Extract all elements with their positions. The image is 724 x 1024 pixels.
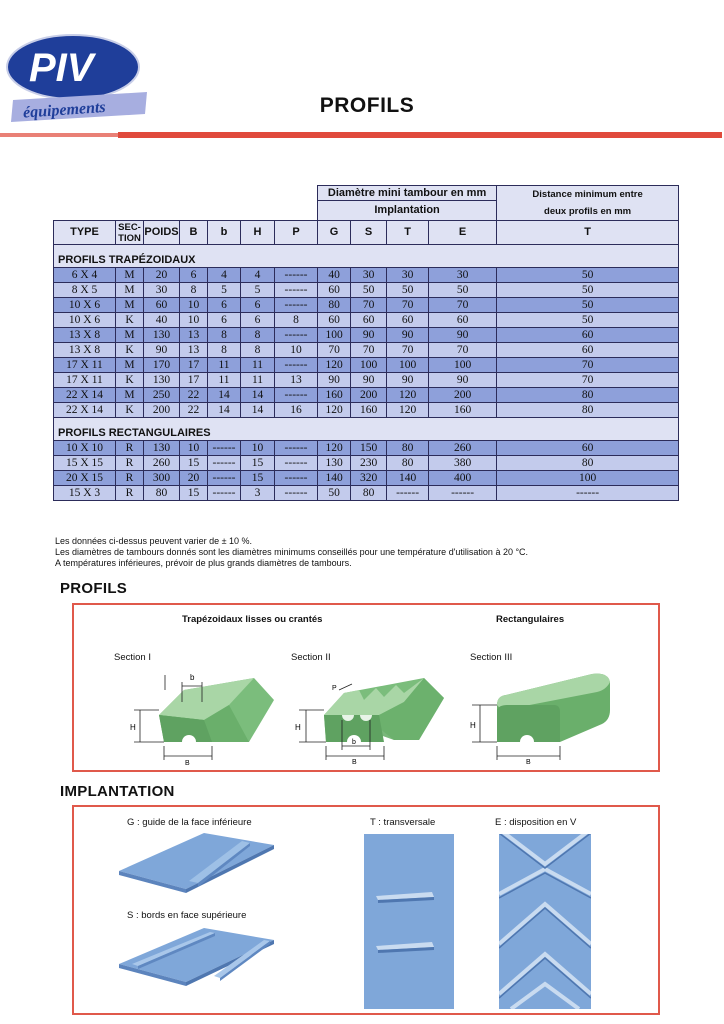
table-cell: 90 [351, 328, 387, 343]
header-rule [118, 132, 722, 138]
table-cell: 17 [180, 373, 208, 388]
table-cell: 90 [351, 373, 387, 388]
table-row [54, 313, 679, 328]
table-cell: K [116, 313, 144, 328]
table-cell: 60 [318, 313, 351, 328]
dim-h-3: H [470, 721, 476, 730]
section-title: PROFILS TRAPÉZOIDAUX [54, 245, 679, 268]
table-cell: 20 [144, 268, 180, 283]
table-cell: 3 [241, 486, 275, 501]
table-cell: 130 [318, 456, 351, 471]
table-cell: 15 [241, 456, 275, 471]
section-3-diagram [442, 660, 622, 765]
table-cell: 100 [497, 471, 679, 486]
table-cell: 60 [144, 298, 180, 313]
table-cell: ------ [275, 358, 318, 373]
table-cell: 140 [387, 471, 429, 486]
table-cell: M [116, 283, 144, 298]
table-cell: 300 [144, 471, 180, 486]
table-cell: 10 [180, 298, 208, 313]
table-cell: 70 [497, 358, 679, 373]
table-cell: 70 [318, 343, 351, 358]
table-cell: 90 [387, 328, 429, 343]
table-row [54, 471, 679, 486]
table-cell: ------ [275, 441, 318, 456]
note-3: A températures inférieures, prévoir de plus grands diamètres de tambours. [55, 558, 352, 568]
table-cell: 22 [180, 388, 208, 403]
table-cell: 250 [144, 388, 180, 403]
table-cell: ------ [275, 298, 318, 313]
table-cell: 11 [208, 358, 241, 373]
table-row [54, 403, 679, 418]
t-label: T : transversale [370, 817, 436, 828]
note-1: Les données ci-dessus peuvent varier de ± 10 %. [55, 536, 253, 546]
table-cell: 90 [429, 373, 497, 388]
table-cell: ------ [275, 486, 318, 501]
profils-heading: PROFILS [60, 580, 128, 597]
page-title: PROFILS [319, 94, 415, 117]
table-row [54, 298, 679, 313]
table-cell: 6 [241, 298, 275, 313]
table-cell: 13 [180, 343, 208, 358]
table-cell: 10 X 10 [54, 441, 116, 456]
table-cell: 8 [275, 313, 318, 328]
table-cell: K [116, 343, 144, 358]
table-cell: 60 [318, 283, 351, 298]
profiles-table [53, 185, 679, 501]
table-cell: 140 [318, 471, 351, 486]
table-cell: ------ [208, 486, 241, 501]
table-cell: 5 [241, 283, 275, 298]
table-cell: 50 [318, 486, 351, 501]
table-cell: 200 [429, 388, 497, 403]
table-cell: 13 X 8 [54, 343, 116, 358]
col-header-1: SEC- TION [116, 221, 144, 245]
col-header-7: G [318, 221, 351, 245]
profils-box [72, 603, 660, 772]
dim-b-2: b [352, 739, 356, 746]
section-1-label: Section I [114, 652, 151, 663]
table-cell: R [116, 456, 144, 471]
note-2: Les diamètres de tambours donnés sont les diamètres minimums conseillés pour une température d'utilisation à 20 °C. [55, 547, 529, 557]
table-cell: 15 [180, 456, 208, 471]
e-label: E : disposition en V [495, 817, 577, 828]
table-cell: 22 X 14 [54, 388, 116, 403]
table-cell: 8 [208, 343, 241, 358]
table-cell: 30 [387, 268, 429, 283]
table-cell: 50 [497, 298, 679, 313]
header-diametre: Diamètre mini tambour en mm [318, 186, 497, 201]
table-cell: 80 [144, 486, 180, 501]
table-row [54, 283, 679, 298]
table-cell: 170 [144, 358, 180, 373]
table-row [54, 441, 679, 456]
table-cell: 50 [387, 283, 429, 298]
table-row [54, 456, 679, 471]
table-cell: 80 [497, 403, 679, 418]
table-cell: 40 [318, 268, 351, 283]
table-cell: 80 [318, 298, 351, 313]
dim-h-1: H [130, 723, 136, 732]
table-cell: 260 [144, 456, 180, 471]
section-title: PROFILS RECTANGULAIRES [54, 418, 679, 441]
table-cell: 13 [180, 328, 208, 343]
table-cell: 100 [318, 328, 351, 343]
section-2-label: Section II [291, 652, 331, 663]
table-row [54, 373, 679, 388]
table-row [54, 486, 679, 501]
table-cell: M [116, 388, 144, 403]
table-cell: 90 [429, 328, 497, 343]
table-cell: 17 X 11 [54, 358, 116, 373]
table-cell: ------ [208, 471, 241, 486]
table-cell: K [116, 403, 144, 418]
table-cell: 50 [429, 283, 497, 298]
table-cell: 120 [318, 403, 351, 418]
table-cell: 10 X 6 [54, 313, 116, 328]
table-cell: 20 X 15 [54, 471, 116, 486]
table-cell: ------ [275, 283, 318, 298]
t-belt-diagram [364, 834, 454, 1009]
col-header-3: B [180, 221, 208, 245]
col-header-5: H [241, 221, 275, 245]
table-cell: 70 [351, 298, 387, 313]
dim-bb-3: B [526, 759, 531, 765]
table-cell: 60 [497, 328, 679, 343]
table-cell: ------ [208, 441, 241, 456]
table-row [54, 328, 679, 343]
table-cell: 14 [241, 403, 275, 418]
dim-bb-1: B [185, 760, 190, 765]
table-row [54, 388, 679, 403]
table-cell: 16 [275, 403, 318, 418]
table-cell: ------ [275, 328, 318, 343]
table-cell: 80 [387, 456, 429, 471]
col-header-4: b [208, 221, 241, 245]
table-cell: 100 [387, 358, 429, 373]
implantation-box [72, 805, 660, 1015]
col-header-2: POIDS [144, 221, 180, 245]
table-cell: 5 [208, 283, 241, 298]
table-cell: 6 [241, 313, 275, 328]
table-cell: 80 [351, 486, 387, 501]
table-cell: 8 [180, 283, 208, 298]
table-cell: 8 [241, 328, 275, 343]
table-cell: 22 X 14 [54, 403, 116, 418]
s-belt-diagram [114, 924, 274, 986]
dim-bb-2: B [352, 759, 357, 765]
table-cell: 260 [429, 441, 497, 456]
table-cell: 90 [318, 373, 351, 388]
table-cell: 50 [497, 283, 679, 298]
table-cell: 15 [180, 486, 208, 501]
table-cell: 11 [241, 373, 275, 388]
table-cell: ------ [429, 486, 497, 501]
table-cell: 10 [180, 441, 208, 456]
section-2-diagram [284, 660, 444, 765]
table-cell: 10 X 6 [54, 298, 116, 313]
table-cell: 11 [241, 358, 275, 373]
table-cell: 13 X 8 [54, 328, 116, 343]
table-cell: 100 [429, 358, 497, 373]
dim-p-2: P [332, 685, 337, 692]
dim-h-2: H [295, 723, 301, 732]
section-1-diagram [104, 660, 274, 765]
table-cell: 10 [241, 441, 275, 456]
table-cell: M [116, 298, 144, 313]
table-cell: 70 [429, 343, 497, 358]
table-cell: 13 [275, 373, 318, 388]
table-cell: 10 [180, 313, 208, 328]
table-cell: 60 [429, 313, 497, 328]
col-header-11: T [497, 221, 679, 245]
table-cell: 14 [208, 388, 241, 403]
table-cell: R [116, 441, 144, 456]
table-cell: M [116, 328, 144, 343]
table-cell: 6 [208, 298, 241, 313]
g-belt-diagram [114, 831, 274, 893]
table-row [54, 268, 679, 283]
table-cell: 6 [180, 268, 208, 283]
table-cell: ------ [275, 268, 318, 283]
table-cell: 80 [497, 388, 679, 403]
table-cell: 50 [497, 313, 679, 328]
table-cell: 14 [208, 403, 241, 418]
table-cell: R [116, 471, 144, 486]
table-cell: 130 [144, 441, 180, 456]
table-cell: 15 [241, 471, 275, 486]
col-header-6: P [275, 221, 318, 245]
table-cell: 130 [144, 373, 180, 388]
table-notes [55, 536, 528, 569]
table-cell: 17 [180, 358, 208, 373]
table-cell: R [116, 486, 144, 501]
table-cell: 120 [318, 358, 351, 373]
table-cell: K [116, 373, 144, 388]
dim-b-1: b [190, 673, 195, 682]
table-cell: 30 [144, 283, 180, 298]
table-cell: 11 [208, 373, 241, 388]
table-cell: 6 X 4 [54, 268, 116, 283]
table-cell: 160 [351, 403, 387, 418]
table-cell: 4 [208, 268, 241, 283]
table-cell: 6 [208, 313, 241, 328]
table-cell: 17 X 11 [54, 373, 116, 388]
implantation-heading: IMPLANTATION [60, 783, 175, 800]
table-cell: 60 [497, 441, 679, 456]
s-label: S : bords en face supérieure [127, 910, 247, 921]
table-cell: 20 [180, 471, 208, 486]
table-cell: 320 [351, 471, 387, 486]
g-label: G : guide de la face inférieure [127, 817, 252, 828]
table-cell: 80 [387, 441, 429, 456]
table-cell: 70 [351, 343, 387, 358]
logo-text: PIV [29, 46, 94, 90]
table-cell: 200 [351, 388, 387, 403]
table-cell: 100 [351, 358, 387, 373]
table-cell: 10 [275, 343, 318, 358]
col-header-8: S [351, 221, 387, 245]
table-cell: 380 [429, 456, 497, 471]
table-cell: ------ [275, 471, 318, 486]
table-cell: M [116, 268, 144, 283]
table-cell: ------ [275, 388, 318, 403]
table-cell: 120 [387, 403, 429, 418]
header-rule-left [0, 133, 125, 137]
e-belt-diagram [499, 834, 591, 1009]
table-cell: 22 [180, 403, 208, 418]
table-cell: ------ [387, 486, 429, 501]
table-cell: 14 [241, 388, 275, 403]
table-row [54, 358, 679, 373]
col-header-9: T [387, 221, 429, 245]
table-cell: 150 [351, 441, 387, 456]
table-cell: 15 X 15 [54, 456, 116, 471]
table-cell: ------ [275, 456, 318, 471]
table-cell: 50 [497, 268, 679, 283]
section-3-label: Section III [470, 652, 513, 663]
table-cell: 120 [387, 388, 429, 403]
table-cell: 200 [144, 403, 180, 418]
table-cell: 130 [144, 328, 180, 343]
table-cell: 70 [387, 298, 429, 313]
table-cell: 60 [351, 313, 387, 328]
logo-tagline: équipements [22, 98, 107, 122]
trapezoidal-label: Trapézoidaux lisses ou crantés [182, 614, 323, 625]
table-cell: 8 [208, 328, 241, 343]
table-cell: 400 [429, 471, 497, 486]
table-cell: 90 [144, 343, 180, 358]
header-implantation: Implantation [318, 201, 497, 221]
table-cell: 90 [387, 373, 429, 388]
table-cell: M [116, 358, 144, 373]
table-cell: ------ [208, 456, 241, 471]
table-cell: 70 [429, 298, 497, 313]
table-cell: 70 [497, 373, 679, 388]
table-cell: 50 [351, 283, 387, 298]
table-cell: 70 [387, 343, 429, 358]
table-cell: 30 [351, 268, 387, 283]
table-cell: 8 X 5 [54, 283, 116, 298]
header-distance: Distance minimum entre deux profils en mm [497, 186, 679, 221]
table-cell: 15 X 3 [54, 486, 116, 501]
table-cell: 60 [497, 343, 679, 358]
col-header-0: TYPE [54, 221, 116, 245]
table-cell: 8 [241, 343, 275, 358]
col-header-10: E [429, 221, 497, 245]
rectangular-label: Rectangulaires [496, 614, 565, 625]
table-cell: 120 [318, 441, 351, 456]
table-cell: ------ [497, 486, 679, 501]
table-cell: 160 [429, 403, 497, 418]
table-cell: 30 [429, 268, 497, 283]
table-cell: 80 [497, 456, 679, 471]
table-cell: 230 [351, 456, 387, 471]
table-cell: 60 [387, 313, 429, 328]
table-row [54, 343, 679, 358]
table-cell: 40 [144, 313, 180, 328]
table-cell: 160 [318, 388, 351, 403]
table-cell: 4 [241, 268, 275, 283]
